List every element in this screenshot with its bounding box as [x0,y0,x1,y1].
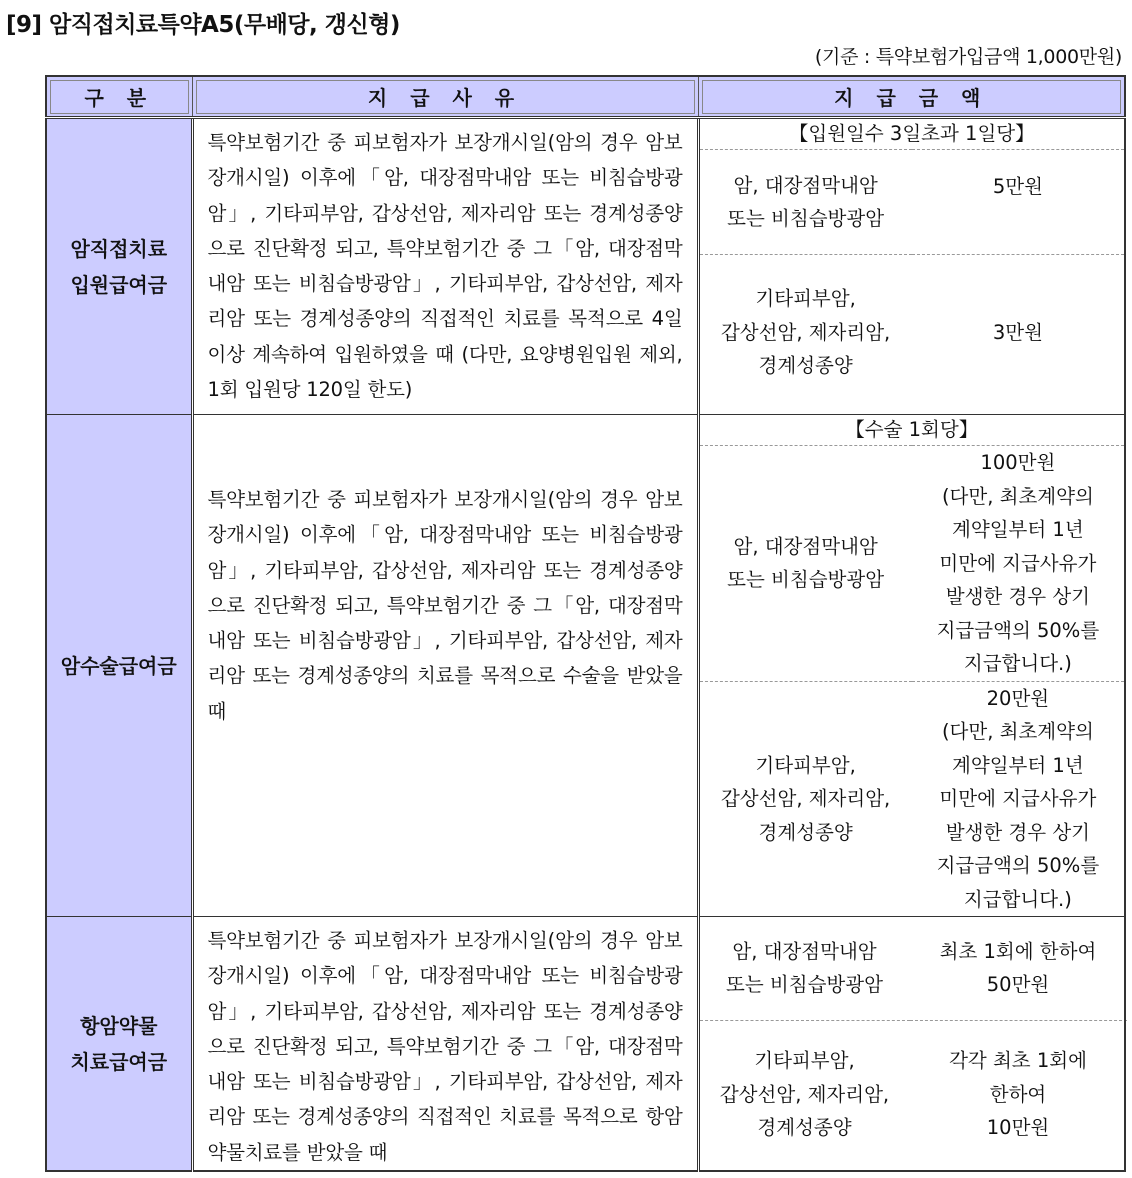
cancer-type-cell: 암, 대장점막내암 또는 비침습방광암 [727,173,885,230]
category-line: 암직접치료 [70,236,168,261]
amount-cell [698,118,1125,415]
amount-cell [698,917,1125,1172]
header-category: 구 분 [46,76,192,118]
category-line: 치료급여금 [70,1049,168,1074]
cancer-type-cell: 기타피부암, 갑상선암, 제자리암, 경계성종양 [700,1020,910,1168]
reason-cell: 특약보험기간 중 피보험자가 보장개시일(암의 경우 암보장개시일) 이후에「암, 대장점막내암 또는 비침습방광암」, 기타피부암, 갑상선암, 제자리암 또는 경계성종양으로 진단확정 되고, 특약보험기간 중 그「암, 대장점막내암 또는 비침습방광암」, 기타피부암, 갑상선암, 제자리암 또는 경계성종양의 직접적인 치료를 목적으로 4일이상 계속하여 입원하였을 때 (다만, 요양병원입원 제외, 1회 입원당 120일 한도) [192,118,698,415]
amount-value-cell: 100만원 (다만, 최초계약의 계약일부터 1년 미만에 지급사유가 발생한 경우 상기 지급금액의 50%를 지급합니다.) [936,451,1100,675]
basis-note: (기준 : 특약보험가입금액 1,000만원) [814,46,1122,68]
table-row [46,118,1125,415]
amount-subheader: 【수술 1회당】 [700,415,1125,446]
table-row [46,415,1125,917]
amount-value-cell: 3만원 [912,255,1124,410]
header-amount: 지 급 금 액 [698,76,1125,118]
category-line: 입원급여금 [70,272,168,297]
cancer-type-cell: 암, 대장점막내암 또는 비침습방광암 [726,939,883,997]
reason-cell: 특약보험기간 중 피보험자가 보장개시일(암의 경우 암보장개시일) 이후에「암, 대장점막내암 또는 비침습방광암」, 기타피부암, 갑상선암, 제자리암 또는 경계성종양으로 진단확정 되고, 특약보험기간 중 그「암, 대장점막내암 또는 비침습방광암」, 기타피부암, 갑상선암, 제자리암 또는 경계성종양의 치료를 목적으로 수술을 받았을 때 [192,415,698,917]
cancer-type-cell: 기타피부암, 갑상선암, 제자리암, 경계성종양 [700,681,912,916]
cancer-type-cell: 기타피부암, 갑상선암, 제자리암, 경계성종양 [700,255,912,410]
amount-value-cell: 최초 1회에 한하여 50만원 [939,939,1097,997]
category-line: 암수술급여금 [60,653,177,678]
amount-cell [698,415,1125,917]
amount-value-cell: 20만원 (다만, 최초계약의 계약일부터 1년 미만에 지급사유가 발생한 경우 상기 지급금액의 50%를 지급합니다.) [912,681,1124,916]
benefit-table [45,75,1126,1172]
amount-value-cell: 5만원 [992,175,1043,198]
amount-subheader: 【입원일수 3일초과 1일당】 [700,119,1125,150]
category-cell [46,415,192,917]
cancer-type-cell: 암, 대장점막내암 또는 비침습방광암 [727,534,885,592]
page-title: [9] 암직접치료특약A5(무배당, 갱신형) [6,12,400,38]
amount-value-cell: 각각 최초 1회에 한하여 10만원 [910,1020,1127,1168]
category-line: 항암약물 [80,1013,158,1038]
table-header-row [46,76,1125,118]
header-reason: 지 급 사 유 [192,76,698,118]
category-cell [46,917,192,1172]
category-cell [46,118,192,415]
reason-cell: 특약보험기간 중 피보험자가 보장개시일(암의 경우 암보장개시일) 이후에「암, 대장점막내암 또는 비침습방광암」, 기타피부암, 갑상선암, 제자리암 또는 경계성종양으로 진단확정 되고, 특약보험기간 중 그「암, 대장점막내암 또는 비침습방광암」, 기타피부암, 갑상선암, 제자리암 또는 경계성종양의 직접적인 치료를 목적으로 항암약물치료를 받았을 때 [192,917,698,1172]
table-row [46,917,1125,1172]
